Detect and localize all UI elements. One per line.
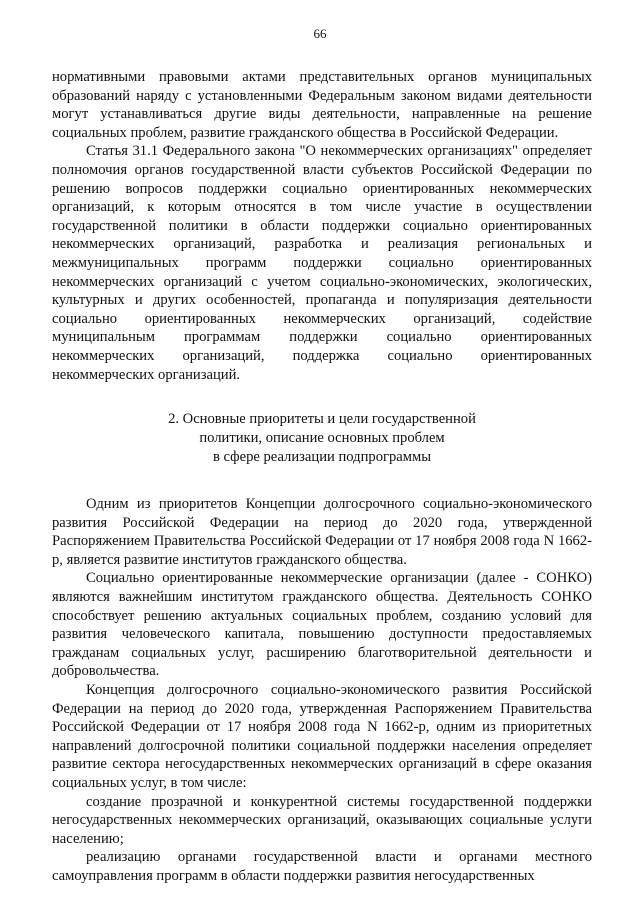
paragraph: Концепция долгосрочного социально-экономического развития Российской Федерации на период до 2020 года, утвержденная Распоряжением Правительства Российской Федерации от 17 ноября 2008 года N 1662-р, одним из приоритетных направлений долгосрочной политики социальной поддержки населения определяет развитие сектора негосударственных некоммерческих организаций в сфере оказания социальных услуг, в том числе: xyxy=(52,682,592,791)
page-number: 66 xyxy=(313,26,327,41)
section-heading-line: в сфере реализации подпрограммы xyxy=(212,449,432,466)
document-body xyxy=(52,68,592,886)
section-heading-line: политики, описание основных проблем xyxy=(199,430,445,447)
section-heading xyxy=(52,410,592,467)
list-paragraph: создание прозрачной и конкурентной системы государственной поддержки негосударственных некоммерческих организаций, оказывающих социальные услуги населению; xyxy=(52,793,592,847)
list-paragraph: реализацию органами государственной власти и органами местного самоуправления программ в области поддержки развития негосударственных xyxy=(52,849,592,884)
section-heading-line: 2. Основные приоритеты и цели государственной xyxy=(168,411,476,428)
paragraph: Одним из приоритетов Концепции долгосрочного социально-экономического развития Российской Федерации на период до 2020 года, утвержденной Распоряжением Правительства Российской Федерации от 17 ноября 2008 года N 1662-р, является развитие институтов гражданского общества. xyxy=(52,496,592,568)
paragraph: Социально ориентированные некоммерческие организации (далее - СОНКО) являются важнейшим институтом гражданского общества. Деятельность СОНКО способствует решению актуальных социальных проблем, созданию условий для развития человеческого капитала, повышению доступности предоставляемых гражданам социальных услуг, расширению благотворительной деятельности и добровольчества. xyxy=(52,570,592,680)
paragraph: нормативными правовыми актами представительных органов муниципальных образований наряду с установленными Федеральным законом видами деятельности могут устанавливаться другие виды деятельности, направленные на решение социальных проблем, развитие гражданского общества в Российской Федерации. xyxy=(52,69,592,141)
paragraph: Статья 31.1 Федерального закона "О некоммерческих организациях" определяет полномочия органов государственной власти субъектов Российской Федерации по решению вопросов поддержки социально ориентированных некоммерческих организаций, к которым относятся в том числе участие в осуществлении государственной политики в области поддержки социально ориентированных некоммерческих организаций, разработка и реализация региональных и межмуниципальных программ поддержки социально ориентированных некоммерческих организаций с учетом социально-экономических, экологических, культурных и других особенностей, пропаганда и популяризация деятельности социально ориентированных некоммерческих организаций, содействие муниципальным программам поддержки социально ориентированных некоммерческих организаций, поддержка социально ориентированных некоммерческих организаций. xyxy=(52,143,592,383)
